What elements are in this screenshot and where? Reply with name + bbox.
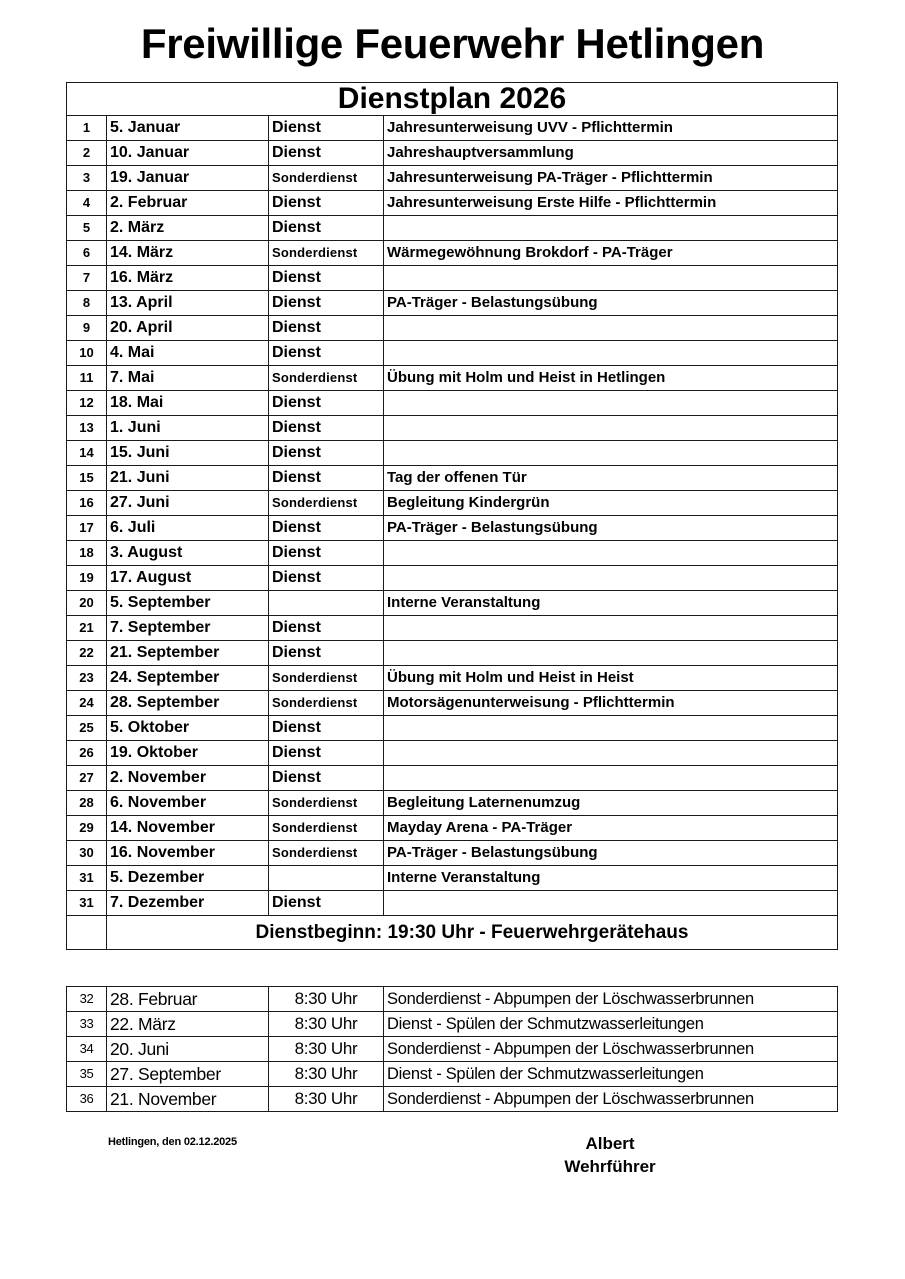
row-number: 12	[67, 391, 107, 416]
row-date: 7. Mai	[107, 366, 269, 391]
row-date: 18. Mai	[107, 391, 269, 416]
row-description	[384, 616, 838, 641]
schedule-row	[67, 491, 838, 516]
duty-schedule-table	[66, 82, 838, 950]
row-description: Dienst - Spülen der Schmutzwasserleitungen	[384, 1012, 838, 1037]
row-number: 22	[67, 641, 107, 666]
place-date: Hetlingen, den 02.12.2025	[108, 1136, 237, 1148]
schedule-row	[67, 566, 838, 591]
row-service-type: Dienst	[269, 541, 384, 566]
schedule-row	[67, 691, 838, 716]
row-service-type: Dienst	[269, 891, 384, 916]
row-number: 19	[67, 566, 107, 591]
water-schedule-row	[67, 1087, 838, 1112]
row-service-type: Dienst	[269, 266, 384, 291]
row-date: 5. Dezember	[107, 866, 269, 891]
schedule-row	[67, 291, 838, 316]
row-number: 24	[67, 691, 107, 716]
row-description: Sonderdienst - Abpumpen der Löschwasserbrunnen	[384, 987, 838, 1012]
schedule-row	[67, 666, 838, 691]
schedule-row	[67, 841, 838, 866]
row-service-type: Dienst	[269, 216, 384, 241]
row-description	[384, 766, 838, 791]
plan-title: Dienstplan 2026	[67, 83, 838, 116]
row-date: 19. Januar	[107, 166, 269, 191]
schedule-row	[67, 866, 838, 891]
schedule-row	[67, 366, 838, 391]
row-description: Jahresunterweisung PA-Träger - Pflichttermin	[384, 166, 838, 191]
row-number: 31	[67, 891, 107, 916]
row-description: Begleitung Laternenumzug	[384, 791, 838, 816]
schedule-row	[67, 741, 838, 766]
row-description: Übung mit Holm und Heist in Hetlingen	[384, 366, 838, 391]
schedule-row	[67, 791, 838, 816]
row-number: 5	[67, 216, 107, 241]
row-number: 3	[67, 166, 107, 191]
row-number: 21	[67, 616, 107, 641]
row-service-type: Dienst	[269, 416, 384, 441]
row-description	[384, 316, 838, 341]
schedule-row	[67, 441, 838, 466]
row-date: 2. März	[107, 216, 269, 241]
row-date: 24. September	[107, 666, 269, 691]
schedule-row	[67, 816, 838, 841]
row-number: 26	[67, 741, 107, 766]
schedule-row	[67, 591, 838, 616]
water-schedule-table	[66, 986, 838, 1112]
row-service-type: Dienst	[269, 316, 384, 341]
schedule-row	[67, 216, 838, 241]
row-date: 13. April	[107, 291, 269, 316]
row-date: 19. Oktober	[107, 741, 269, 766]
row-description: Motorsägenunterweisung - Pflichttermin	[384, 691, 838, 716]
row-service-type: Dienst	[269, 116, 384, 141]
row-description: Übung mit Holm und Heist in Heist	[384, 666, 838, 691]
row-description: Tag der offenen Tür	[384, 466, 838, 491]
schedule-row	[67, 891, 838, 916]
row-description	[384, 566, 838, 591]
row-number: 18	[67, 541, 107, 566]
duty-start-row	[67, 916, 838, 950]
row-description: Sonderdienst - Abpumpen der Löschwasserbrunnen	[384, 1037, 838, 1062]
row-number: 4	[67, 191, 107, 216]
row-service-type: Dienst	[269, 641, 384, 666]
row-number: 20	[67, 591, 107, 616]
row-description: Wärmegewöhnung Brokdorf - PA-Träger	[384, 241, 838, 266]
row-date: 20. Juni	[107, 1037, 269, 1062]
row-date: 28. September	[107, 691, 269, 716]
row-service-type: Dienst	[269, 341, 384, 366]
row-service-type: Dienst	[269, 516, 384, 541]
row-date: 21. November	[107, 1087, 269, 1112]
row-time: 8:30 Uhr	[269, 987, 384, 1012]
row-service-type: Sonderdienst	[269, 791, 384, 816]
row-number: 33	[67, 1012, 107, 1037]
row-description	[384, 891, 838, 916]
row-number: 16	[67, 491, 107, 516]
row-description: PA-Träger - Belastungsübung	[384, 841, 838, 866]
row-number: 31	[67, 866, 107, 891]
row-description	[384, 266, 838, 291]
schedule-row	[67, 191, 838, 216]
row-date: 1. Juni	[107, 416, 269, 441]
row-service-type: Sonderdienst	[269, 841, 384, 866]
schedule-row	[67, 391, 838, 416]
row-date: 22. März	[107, 1012, 269, 1037]
row-time: 8:30 Uhr	[269, 1087, 384, 1112]
row-date: 6. Juli	[107, 516, 269, 541]
row-description: Jahresunterweisung Erste Hilfe - Pflichttermin	[384, 191, 838, 216]
row-date: 2. Februar	[107, 191, 269, 216]
schedule-row	[67, 766, 838, 791]
row-service-type: Sonderdienst	[269, 166, 384, 191]
row-service-type: Dienst	[269, 766, 384, 791]
row-description: Sonderdienst - Abpumpen der Löschwasserbrunnen	[384, 1087, 838, 1112]
water-schedule-row	[67, 987, 838, 1012]
row-date: 7. Dezember	[107, 891, 269, 916]
row-date: 21. Juni	[107, 466, 269, 491]
row-service-type: Sonderdienst	[269, 241, 384, 266]
schedule-row	[67, 266, 838, 291]
water-schedule-row	[67, 1062, 838, 1087]
row-service-type	[269, 591, 384, 616]
plan-header-row	[67, 83, 838, 116]
row-service-type: Dienst	[269, 566, 384, 591]
row-description: Mayday Arena - PA-Träger	[384, 816, 838, 841]
row-date: 10. Januar	[107, 141, 269, 166]
row-date: 14. November	[107, 816, 269, 841]
row-number: 9	[67, 316, 107, 341]
row-number: 11	[67, 366, 107, 391]
row-description: PA-Träger - Belastungsübung	[384, 516, 838, 541]
schedule-row	[67, 166, 838, 191]
row-service-type: Dienst	[269, 141, 384, 166]
schedule-row	[67, 641, 838, 666]
row-date: 4. Mai	[107, 341, 269, 366]
row-description	[384, 416, 838, 441]
row-date: 27. September	[107, 1062, 269, 1087]
schedule-row	[67, 616, 838, 641]
schedule-row	[67, 466, 838, 491]
row-date: 15. Juni	[107, 441, 269, 466]
schedule-row	[67, 316, 838, 341]
row-service-type: Dienst	[269, 741, 384, 766]
row-number: 15	[67, 466, 107, 491]
row-date: 16. November	[107, 841, 269, 866]
row-date: 14. März	[107, 241, 269, 266]
row-service-type: Dienst	[269, 616, 384, 641]
schedule-row	[67, 516, 838, 541]
row-description: Dienst - Spülen der Schmutzwasserleitungen	[384, 1062, 838, 1087]
row-date: 17. August	[107, 566, 269, 591]
row-number: 28	[67, 791, 107, 816]
row-number: 6	[67, 241, 107, 266]
row-number: 25	[67, 716, 107, 741]
row-service-type: Sonderdienst	[269, 491, 384, 516]
row-service-type: Sonderdienst	[269, 691, 384, 716]
duty-start-banner: Dienstbeginn: 19:30 Uhr - Feuerwehrgerätehaus	[107, 916, 838, 950]
row-description: Interne Veranstaltung	[384, 591, 838, 616]
row-number: 32	[67, 987, 107, 1012]
row-number: 8	[67, 291, 107, 316]
row-service-type: Sonderdienst	[269, 666, 384, 691]
schedule-row	[67, 141, 838, 166]
row-date: 5. Januar	[107, 116, 269, 141]
row-description	[384, 541, 838, 566]
row-date: 16. März	[107, 266, 269, 291]
signer-role: Wehrführer	[564, 1157, 656, 1176]
row-time: 8:30 Uhr	[269, 1062, 384, 1087]
row-date: 7. September	[107, 616, 269, 641]
row-number: 34	[67, 1037, 107, 1062]
row-date: 2. November	[107, 766, 269, 791]
row-service-type: Dienst	[269, 291, 384, 316]
row-service-type	[269, 866, 384, 891]
row-number: 27	[67, 766, 107, 791]
row-date: 27. Juni	[107, 491, 269, 516]
row-time: 8:30 Uhr	[269, 1012, 384, 1037]
signer-name: Albert	[585, 1134, 635, 1153]
row-description	[384, 641, 838, 666]
row-service-type: Dienst	[269, 466, 384, 491]
empty-cell	[67, 916, 107, 950]
row-number: 1	[67, 116, 107, 141]
row-description	[384, 341, 838, 366]
row-number: 30	[67, 841, 107, 866]
row-time: 8:30 Uhr	[269, 1037, 384, 1062]
document-title: Freiwillige Feuerwehr Hetlingen	[140, 20, 765, 67]
row-description	[384, 391, 838, 416]
row-service-type: Sonderdienst	[269, 366, 384, 391]
row-date: 21. September	[107, 641, 269, 666]
row-description	[384, 441, 838, 466]
row-date: 6. November	[107, 791, 269, 816]
row-number: 10	[67, 341, 107, 366]
row-date: 5. September	[107, 591, 269, 616]
row-number: 23	[67, 666, 107, 691]
row-number: 7	[67, 266, 107, 291]
row-date: 3. August	[107, 541, 269, 566]
water-schedule-row	[67, 1012, 838, 1037]
row-date: 5. Oktober	[107, 716, 269, 741]
row-date: 28. Februar	[107, 987, 269, 1012]
row-service-type: Dienst	[269, 441, 384, 466]
row-description: Jahreshauptversammlung	[384, 141, 838, 166]
schedule-row	[67, 716, 838, 741]
row-description	[384, 716, 838, 741]
schedule-row	[67, 341, 838, 366]
water-schedule-row	[67, 1037, 838, 1062]
row-number: 29	[67, 816, 107, 841]
row-description: PA-Träger - Belastungsübung	[384, 291, 838, 316]
row-number: 36	[67, 1087, 107, 1112]
row-description: Begleitung Kindergrün	[384, 491, 838, 516]
row-service-type: Dienst	[269, 191, 384, 216]
row-description: Jahresunterweisung UVV - Pflichttermin	[384, 116, 838, 141]
schedule-row	[67, 416, 838, 441]
row-number: 17	[67, 516, 107, 541]
row-date: 20. April	[107, 316, 269, 341]
row-service-type: Dienst	[269, 391, 384, 416]
row-description	[384, 741, 838, 766]
row-number: 2	[67, 141, 107, 166]
schedule-row	[67, 241, 838, 266]
row-service-type: Sonderdienst	[269, 816, 384, 841]
row-number: 35	[67, 1062, 107, 1087]
row-service-type: Dienst	[269, 716, 384, 741]
row-number: 14	[67, 441, 107, 466]
row-description	[384, 216, 838, 241]
row-number: 13	[67, 416, 107, 441]
schedule-row	[67, 116, 838, 141]
row-description: Interne Veranstaltung	[384, 866, 838, 891]
schedule-row	[67, 541, 838, 566]
